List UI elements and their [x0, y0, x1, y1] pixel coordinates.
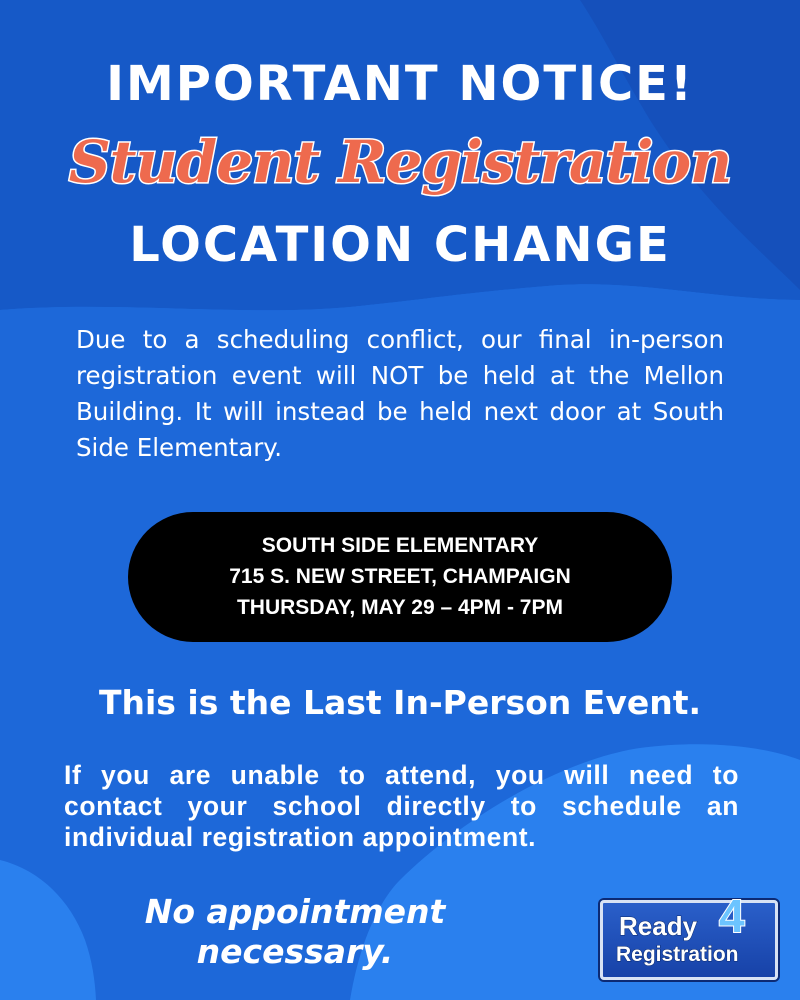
event-datetime: THURSDAY, MAY 29 – 4PM - 7PM	[236, 596, 563, 619]
logo-registration-text: Registration	[616, 943, 739, 966]
student-registration-title: Student Registration	[68, 128, 732, 196]
info-paragraph: If you are unable to attend, you will need to contact your school directly to schedule an individual registration appointment.	[64, 760, 739, 852]
no-appointment-note	[90, 892, 500, 972]
event-venue: SOUTH SIDE ELEMENTARY	[261, 534, 539, 557]
event-address: 715 S. NEW STREET, CHAMPAIGN	[229, 565, 571, 588]
no-appointment-line2: necessary.	[196, 932, 394, 971]
ready4registration-logo	[600, 890, 778, 980]
intro-paragraph: Due to a scheduling conflict, our final in-person registration event will NOT be held at the Mellon Building. It will instead be held next door at South Side Elementary.	[76, 325, 724, 462]
logo-four-text: 4	[719, 890, 745, 942]
event-details-pill	[128, 512, 672, 642]
no-appointment-line1: No appointment	[144, 892, 446, 931]
location-change-heading: LOCATION CHANGE	[129, 217, 671, 273]
important-notice-heading: IMPORTANT NOTICE!	[106, 56, 694, 112]
last-event-heading: This is the Last In-Person Event.	[98, 683, 702, 722]
logo-ready-text: Ready	[619, 911, 698, 941]
